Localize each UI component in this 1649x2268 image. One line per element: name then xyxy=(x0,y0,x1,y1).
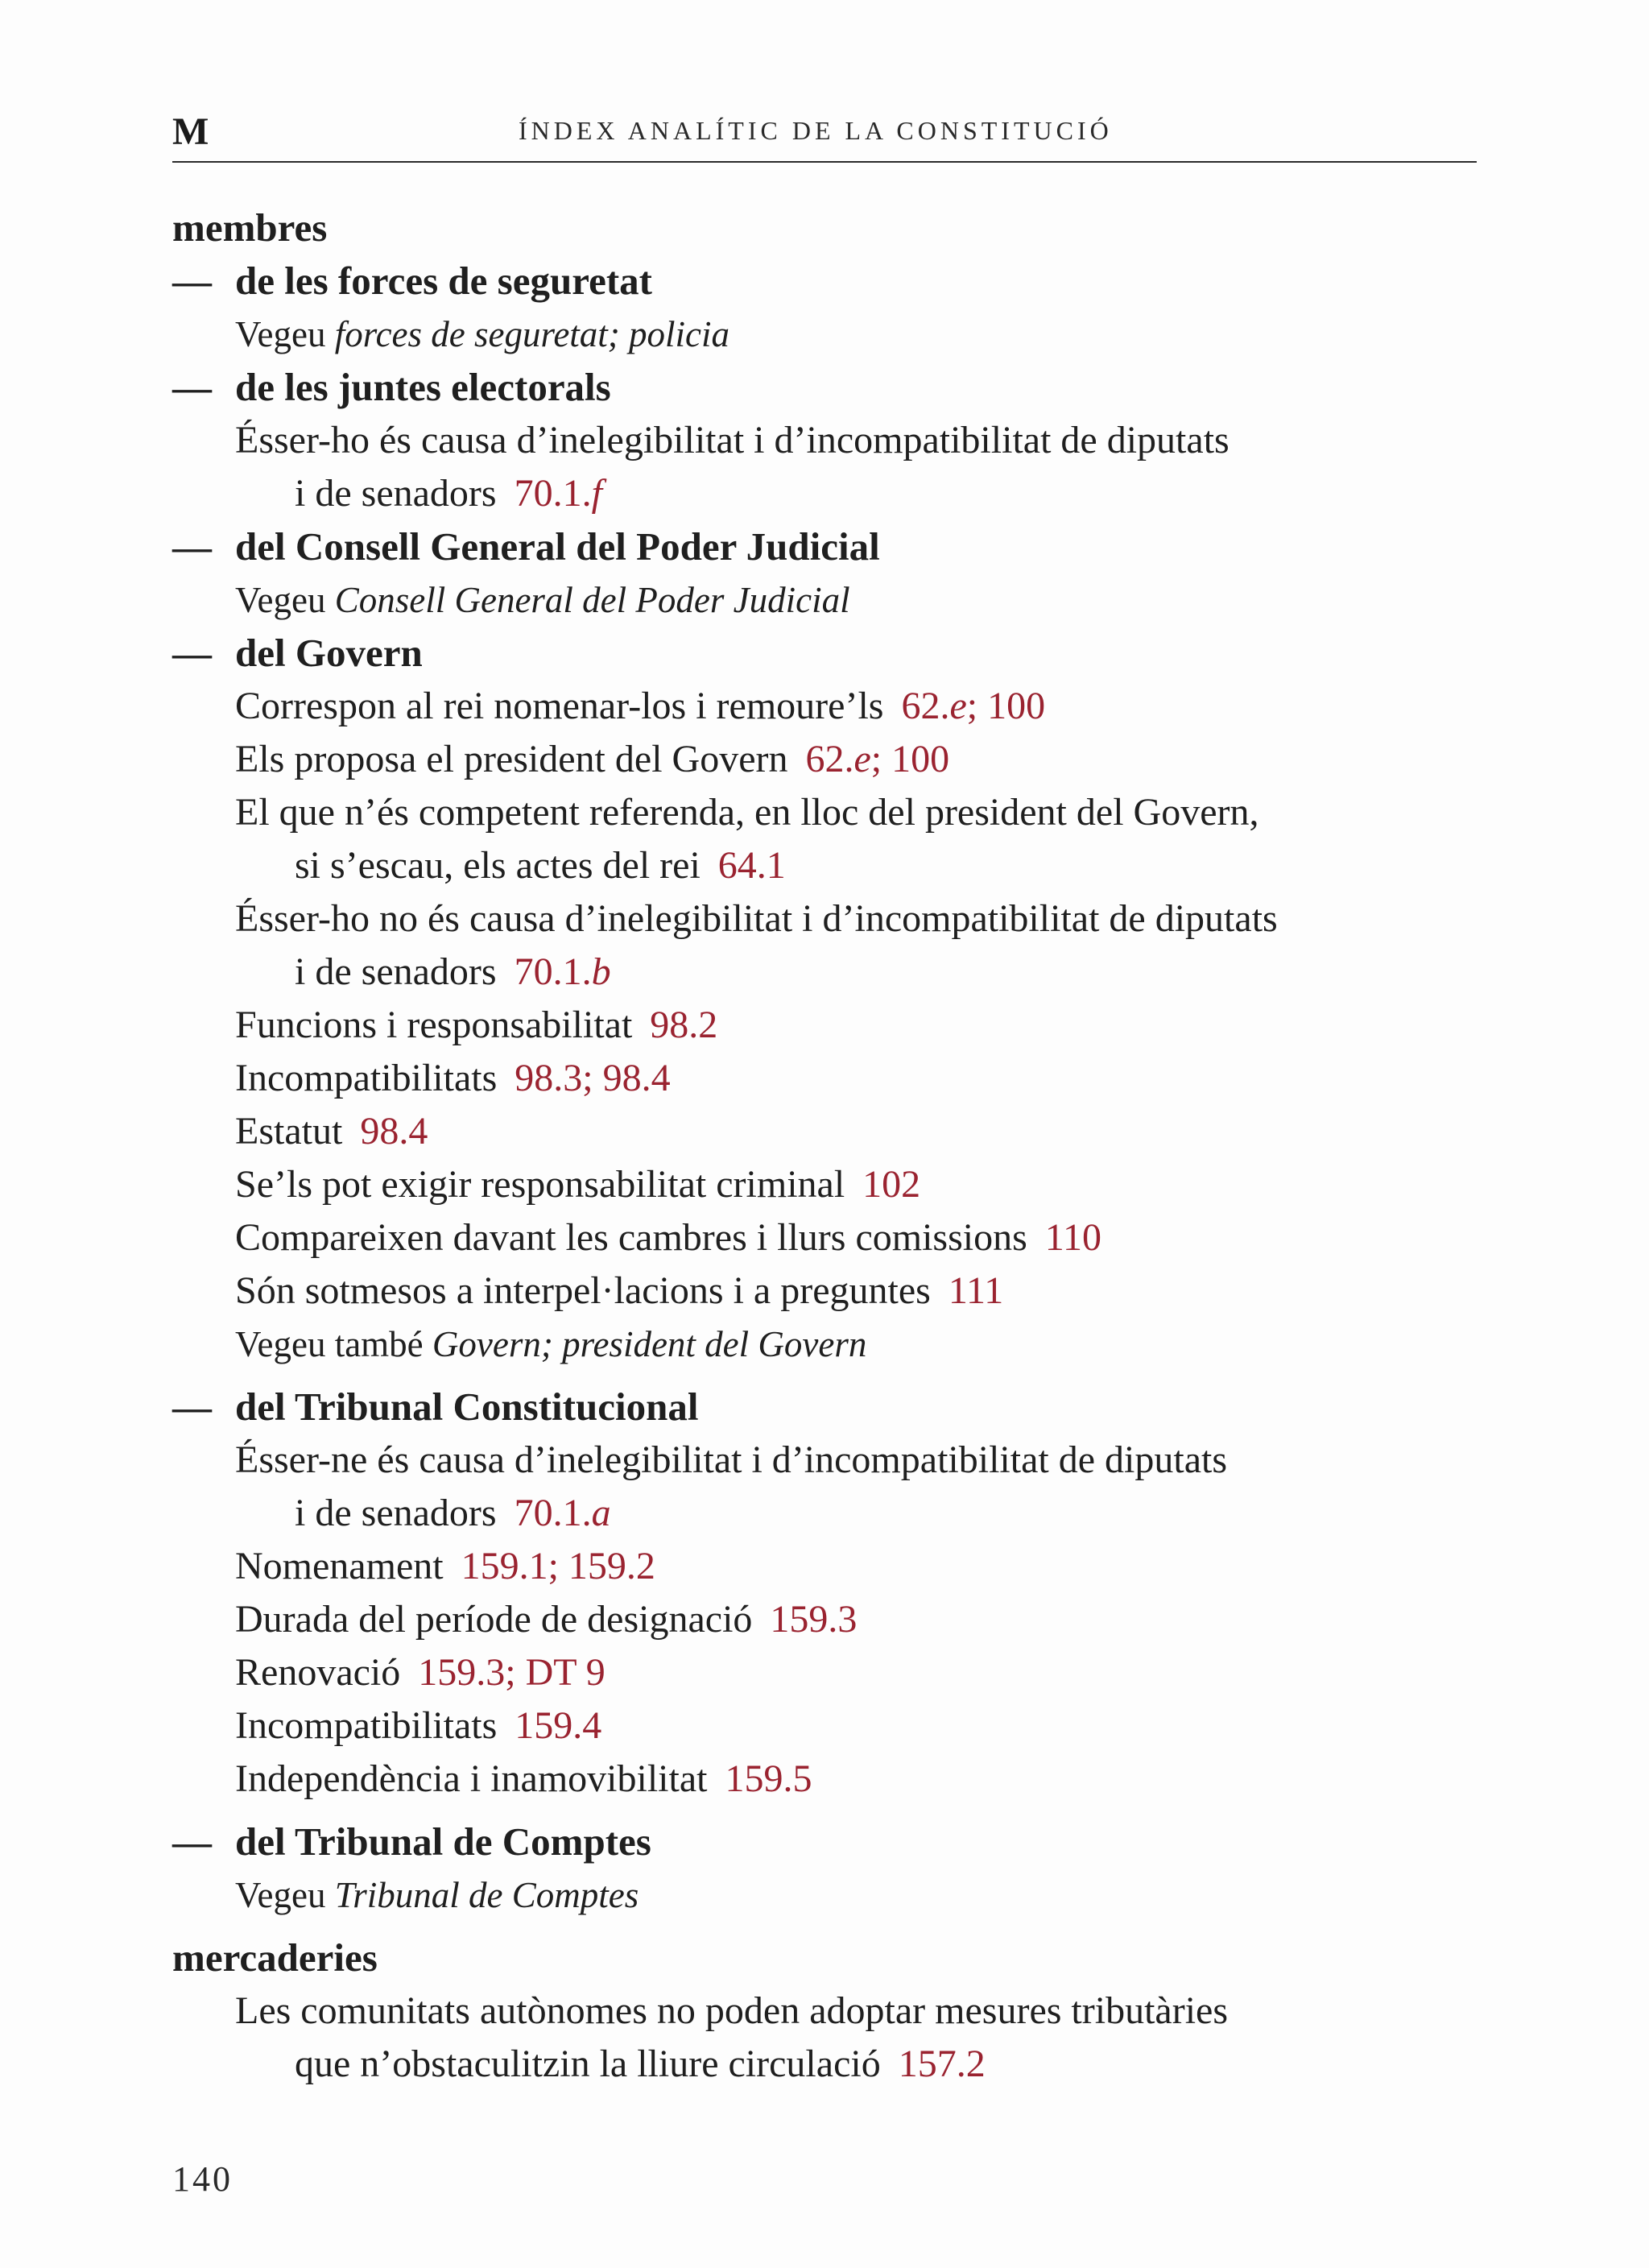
see-reference: Vegeu Tribunal de Comptes xyxy=(235,1875,639,1915)
index-line: Estatut 98.4 xyxy=(235,1110,428,1153)
subentry-title: del Tribunal de Comptes xyxy=(235,1819,651,1864)
em-dash: — xyxy=(172,1384,212,1429)
see-target-link[interactable]: Govern; president del Govern xyxy=(432,1324,867,1364)
index-line-continuation: i de senadors 70.1.f xyxy=(295,472,602,515)
subentry-title: de les forces de seguretat xyxy=(235,259,652,303)
article-reference[interactable]: 110 xyxy=(1044,1216,1102,1259)
see-reference: Vegeu Consell General del Poder Judicial xyxy=(235,580,850,620)
index-line: Són sotmesos a interpel·lacions i a preguntes 111 xyxy=(235,1269,1004,1312)
article-reference[interactable]: 159.3; DT 9 xyxy=(418,1651,605,1694)
em-dash: — xyxy=(172,524,212,569)
article-reference[interactable]: 70.1.b xyxy=(514,950,611,993)
article-reference[interactable]: 62.e; 100 xyxy=(901,685,1046,727)
index-line: Se’ls pot exigir responsabilitat criminal 102 xyxy=(235,1163,921,1206)
em-dash: — xyxy=(172,631,212,675)
index-term-membres: membres xyxy=(172,205,328,250)
index-line: Incompatibilitats 159.4 xyxy=(235,1704,602,1747)
index-line: Ésser-ho és causa d’inelegibilitat i d’incompatibilitat de diputats xyxy=(235,419,1230,461)
running-title: ÍNDEX ANALÍTIC DE LA CONSTITUCIÓ xyxy=(519,116,1113,145)
article-reference[interactable]: 159.4 xyxy=(515,1704,602,1747)
article-reference[interactable]: 70.1.f xyxy=(514,472,602,515)
article-reference[interactable]: 102 xyxy=(862,1163,921,1206)
index-line: Els proposa el president del Govern 62.e; 100 xyxy=(235,738,950,780)
subentry-juntes xyxy=(172,361,1493,414)
index-line: Durada del període de designació 159.3 xyxy=(235,1598,858,1641)
index-line-continuation: que n’obstaculitzin la lliure circulació 157.2 xyxy=(295,2042,986,2085)
section-letter: M xyxy=(172,110,209,153)
article-reference[interactable]: 62.e; 100 xyxy=(805,738,950,780)
article-reference[interactable]: 159.5 xyxy=(725,1757,812,1800)
article-reference[interactable]: 159.3 xyxy=(770,1598,858,1641)
subentry-tribunal-constitucional xyxy=(172,1380,1493,1434)
article-reference[interactable]: 70.1.a xyxy=(514,1492,611,1534)
index-line: El que n’és competent referenda, en lloc del president del Govern, xyxy=(235,791,1259,834)
index-line: Correspon al rei nomenar-los i remoure’ls 62.e; 100 xyxy=(235,685,1046,727)
index-line: Nomenament 159.1; 159.2 xyxy=(235,1545,655,1587)
see-also-reference: Vegeu també Govern; president del Govern xyxy=(235,1324,867,1364)
see-target-link[interactable]: Consell General del Poder Judicial xyxy=(334,580,850,620)
article-reference[interactable]: 64.1 xyxy=(717,844,786,887)
see-reference: Vegeu forces de seguretat; policia xyxy=(235,314,730,354)
index-line: Compareixen davant les cambres i llurs comissions 110 xyxy=(235,1216,1102,1259)
em-dash: — xyxy=(172,365,212,409)
index-line: Ésser-ne és causa d’inelegibilitat i d’incompatibilitat de diputats xyxy=(235,1438,1228,1481)
subentry-forces xyxy=(172,255,1493,308)
subentry-title: del Tribunal Constitucional xyxy=(235,1384,699,1429)
subentry-tribunal-comptes xyxy=(172,1815,1493,1869)
subentry-title: del Consell General del Poder Judicial xyxy=(235,524,880,569)
subentry-title: del Govern xyxy=(235,631,423,675)
index-line: Renovació 159.3; DT 9 xyxy=(235,1651,605,1694)
index-line: Ésser-ho no és causa d’inelegibilitat i d’incompatibilitat de diputats xyxy=(235,897,1278,940)
running-header xyxy=(172,105,1477,163)
article-reference[interactable]: 111 xyxy=(948,1269,1004,1312)
article-reference[interactable]: 98.4 xyxy=(360,1110,428,1153)
article-reference[interactable]: 98.2 xyxy=(650,1004,718,1046)
article-reference[interactable]: 159.1; 159.2 xyxy=(461,1545,655,1587)
article-reference[interactable]: 98.3; 98.4 xyxy=(515,1057,671,1099)
index-term-mercaderies: mercaderies xyxy=(172,1935,378,1980)
index-line-continuation: i de senadors 70.1.a xyxy=(295,1492,611,1534)
index-content xyxy=(172,201,1493,2091)
subentry-cgpj xyxy=(172,520,1493,573)
em-dash: — xyxy=(172,259,212,303)
see-target-link[interactable]: Tribunal de Comptes xyxy=(334,1875,639,1915)
index-line-continuation: si s’escau, els actes del rei 64.1 xyxy=(295,844,786,887)
index-line: Funcions i responsabilitat 98.2 xyxy=(235,1004,718,1046)
subentry-govern xyxy=(172,627,1493,680)
index-line: Independència i inamovibilitat 159.5 xyxy=(235,1757,812,1800)
index-line: Incompatibilitats 98.3; 98.4 xyxy=(235,1057,671,1099)
subentry-title: de les juntes electorals xyxy=(235,365,611,409)
see-target-link[interactable]: forces de seguretat; policia xyxy=(334,314,730,354)
index-line-continuation: i de senadors 70.1.b xyxy=(295,950,611,993)
em-dash: — xyxy=(172,1819,212,1864)
index-line: Les comunitats autònomes no poden adoptar mesures tributàries xyxy=(235,1989,1229,2032)
page-number: 140 xyxy=(172,2159,233,2199)
article-reference[interactable]: 157.2 xyxy=(898,2042,986,2085)
